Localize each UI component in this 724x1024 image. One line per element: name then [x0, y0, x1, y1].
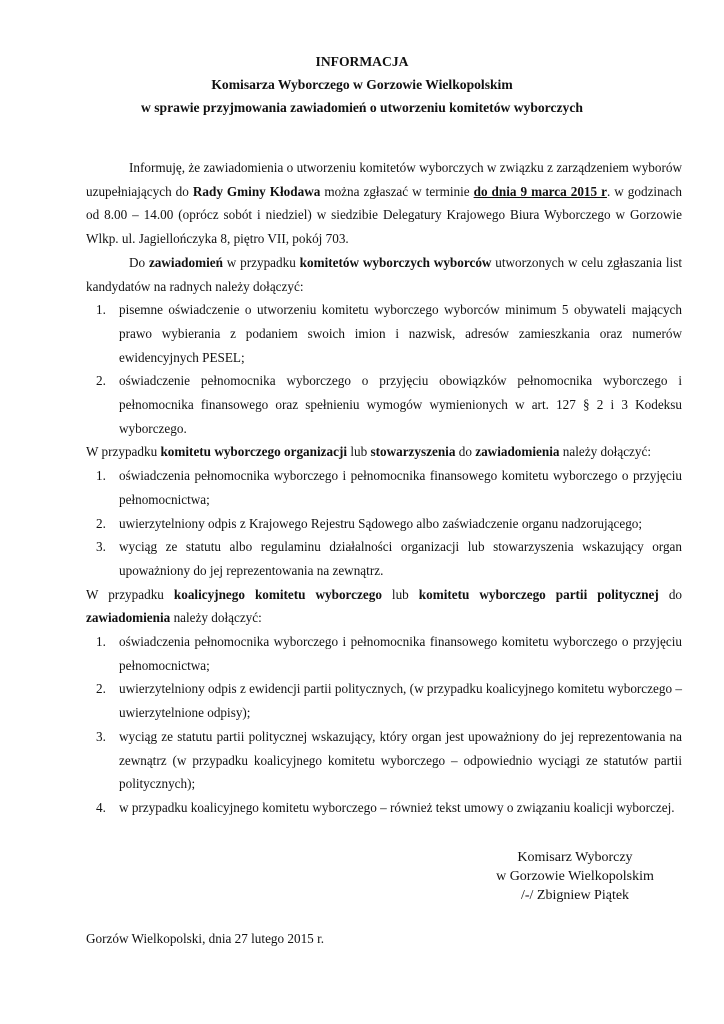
- paragraph-organization-committee: [86, 440, 682, 464]
- list-text: uwierzytelniony odpis z ewidencji partii politycznych, (w przypadku koalicyjnego komitetu wyborczego – uwierzytelnione odpisy);: [119, 681, 682, 721]
- list-number: 4.: [96, 799, 106, 815]
- text-run: W przypadku: [86, 586, 174, 602]
- text-run: w przypadku: [222, 254, 300, 270]
- list-item: [86, 535, 682, 582]
- list-party-committee: [86, 630, 682, 820]
- paragraph-party-committee: [86, 583, 682, 630]
- list-number: 1.: [96, 468, 106, 484]
- text-run: lub: [347, 444, 371, 460]
- list-text: pisemne oświadczenie o utworzeniu komitetu wyborczego wyborców minimum 5 obywateli mających prawo wybierania z podaniem swoich imion i nazwisk, adresów zamieszkania oraz numerów ewidencyjnych PESEL;: [119, 302, 682, 365]
- place-date: Gorzów Wielkopolski, dnia 27 lutego 2015 r.: [86, 931, 325, 946]
- list-number: 3.: [96, 728, 106, 744]
- bold-run: komitetów wyborczych wyborców: [299, 254, 492, 270]
- list-text: oświadczenia pełnomocnika wyborczego i pełnomocnika finansowego komitetu wyborczego o przyjęciu pełnomocnictwa;: [119, 468, 682, 507]
- list-item: [86, 796, 682, 820]
- text-run: do: [658, 586, 683, 602]
- list-text: wyciąg ze statutu partii politycznej wskazujący, który organ jest upoważniony do jej reprezentowania na zewnątrz (w przypadku koalicyjnego komitetu wyborczego – odpowiednio wyciągi ze statutów partii politycznych);: [119, 728, 682, 792]
- list-number: 2.: [96, 373, 106, 389]
- paragraph-voters-committee: [86, 251, 682, 298]
- text-run: można zgłaszać w terminie: [320, 183, 474, 199]
- bold-run: zawiadomienia: [86, 610, 171, 626]
- text-run: utworzonych w celu zgłaszania list kandydatów na radnych należy dołączyć:: [86, 254, 682, 294]
- bold-run: komitetu wyborczego organizacji: [160, 444, 348, 460]
- list-text: uwierzytelniony odpis z Krajowego Rejestru Sądowego albo zaświadczenie organu nadzorującego;: [119, 515, 643, 531]
- text-run: lub: [381, 586, 419, 602]
- list-number: 1.: [96, 302, 106, 318]
- list-text: oświadczenie pełnomocnika wyborczego o przyjęciu obowiązków pełnomocnika wyborczego i pełnomocnika finansowego oraz spełnieniu wymogów wymienionych w art. 127 § 2 i 3 Kodeksu wyborczego.: [119, 373, 682, 436]
- list-number: 3.: [96, 539, 106, 555]
- bold-run: stowarzyszenia: [370, 444, 456, 460]
- list-text: oświadczenia pełnomocnika wyborczego i pełnomocnika finansowego komitetu wyborczego o przyjęciu pełnomocnictwa;: [119, 634, 682, 673]
- list-item: [86, 298, 682, 369]
- signature-title: Komisarz Wyborczy: [517, 850, 633, 865]
- text-run: należy dołączyć:: [559, 444, 652, 460]
- bold-run: zawiadomienia: [475, 444, 560, 460]
- signature-block: [470, 848, 680, 905]
- header-subtitle: Komisarza Wyborczego w Gorzowie Wielkopolskim: [211, 77, 513, 92]
- text-run: Do: [129, 254, 149, 270]
- list-text: wyciąg ze statutu albo regulaminu działalności organizacji lub stowarzyszenia wskazujący organ upoważniony do jej reprezentowania na zewnątrz.: [119, 539, 682, 578]
- list-organization-committee: [86, 464, 682, 583]
- list-item: [86, 677, 682, 724]
- document-header: [0, 50, 724, 119]
- bold-run: koalicyjnego komitetu wyborczego: [173, 586, 382, 602]
- list-item: [86, 725, 682, 796]
- text-run: Informuję, że zawiadomienia o utworzeniu komitetów wyborczych w związku z zarządzeniem wyborów uzupełniających do: [86, 160, 682, 199]
- bold-run: zawiadomień: [148, 254, 223, 270]
- list-number: 1.: [96, 634, 106, 650]
- bold-run: Rady Gminy Kłodawa: [192, 183, 321, 199]
- bold-run: komitetu wyborczego partii politycznej: [418, 586, 659, 602]
- text-run: . w godzinach od 8.00 – 14.00 (oprócz sobót i niedziel) w siedzibie Delegatury Krajowego Biura Wyborczego w Gorzowie Wlkp. ul. Jagiellończyka 8, piętro VII, pokój 703.: [86, 183, 682, 247]
- list-text: w przypadku koalicyjnego komitetu wyborczego – również tekst umowy o związaniu koalicji wyborczej.: [119, 799, 675, 815]
- header-subject: w sprawie przyjmowania zawiadomień o utworzeniu komitetów wyborczych: [141, 100, 583, 115]
- list-item: [86, 464, 682, 511]
- text-run: W przypadku: [86, 444, 161, 460]
- list-voters-committee: [86, 298, 682, 440]
- text-run: należy dołączyć:: [170, 610, 262, 626]
- document-body: [86, 156, 682, 820]
- header-title: INFORMACJA: [315, 54, 409, 69]
- deadline-run: do dnia 9 marca 2015 r: [473, 183, 607, 199]
- list-number: 2.: [96, 515, 106, 531]
- list-number: 2.: [96, 681, 106, 697]
- signature-office: w Gorzowie Wielkopolskim: [496, 869, 654, 884]
- list-item: [86, 369, 682, 440]
- signature-name: /-/ Zbigniew Piątek: [520, 888, 630, 903]
- paragraph-intro: [86, 156, 682, 251]
- list-item: [86, 630, 682, 677]
- list-item: [86, 512, 682, 536]
- text-run: do: [455, 444, 476, 460]
